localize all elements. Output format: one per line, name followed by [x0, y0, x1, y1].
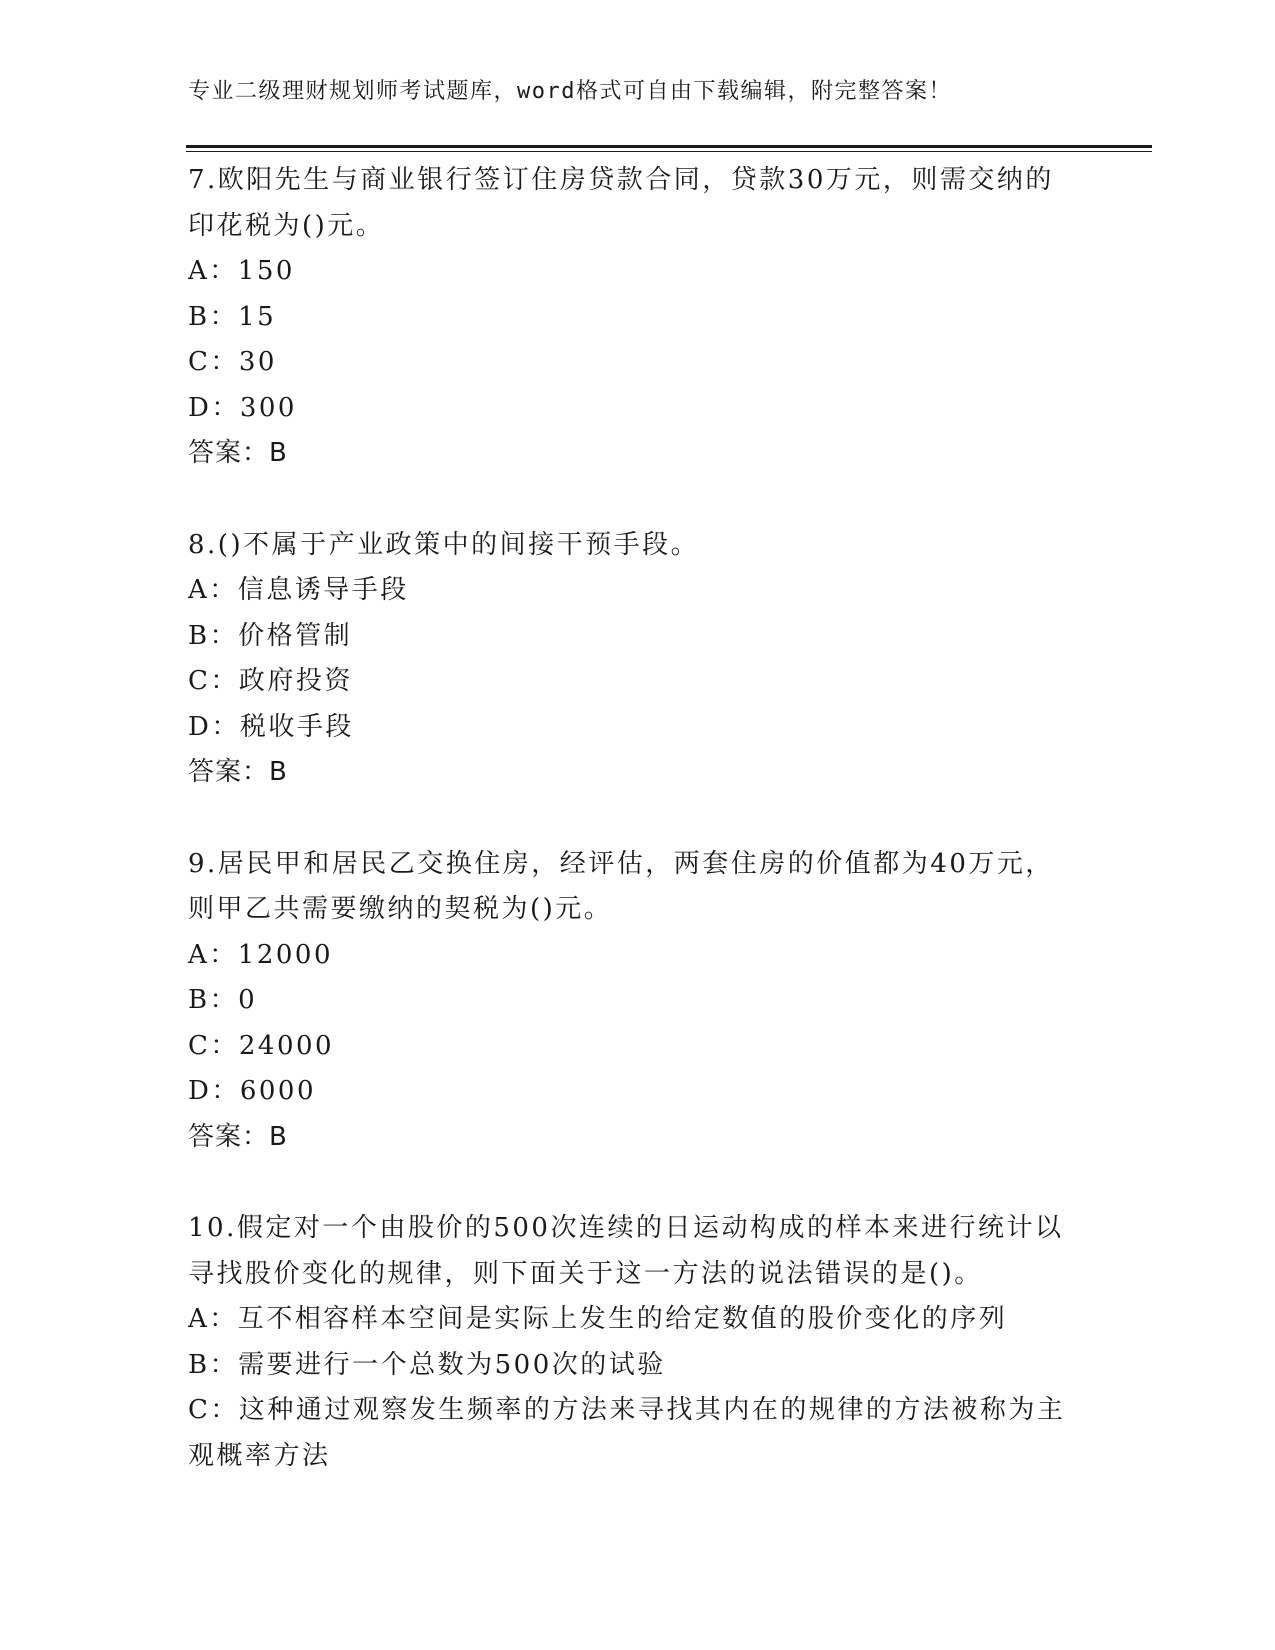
option-c: C：这种通过观察发生频率的方法来寻找其内在的规律的方法被称为主: [188, 1395, 1066, 1425]
option-a: A：12000: [188, 939, 333, 970]
question-7: [188, 158, 1088, 477]
question-stem: 则甲乙共需要缴纳的契税为()元。: [188, 894, 613, 924]
question-stem: 8.()不属于产业政策中的间接干预手段。: [188, 529, 700, 560]
option-b: B：价格管制: [188, 620, 353, 651]
option-c: C：30: [188, 347, 277, 377]
option-b: B：15: [188, 301, 277, 332]
question-stem: 印花税为()元。: [188, 210, 385, 241]
answer: 答案：B: [188, 1121, 288, 1152]
option-b: B：需要进行一个总数为500次的试验: [188, 1349, 666, 1380]
header-divider-thick: [186, 145, 1152, 148]
question-stem: 9.居民甲和居民乙交换住房，经评估，两套住房的价值都为40万元，: [188, 848, 1054, 879]
option-c: C：政府投资: [188, 666, 353, 696]
option-d: D：税收手段: [188, 711, 354, 742]
option-a: A：互不相容样本空间是实际上发生的给定数值的股价变化的序列: [188, 1304, 1008, 1334]
page-header: 专业二级理财规划师考试题库，word格式可自由下载编辑，附完整答案！: [188, 79, 952, 104]
option-b: B：0: [188, 985, 258, 1015]
question-stem: 10.假定对一个由股价的500次连续的日运动构成的样本来进行统计以: [188, 1213, 1064, 1243]
answer: 答案：B: [188, 757, 288, 787]
option-c-continued: 观概率方法: [188, 1440, 331, 1471]
question-stem: 寻找股价变化的规律，则下面关于这一方法的说法错误的是()。: [188, 1258, 983, 1289]
option-a: A：信息诱导手段: [188, 575, 409, 605]
answer: 答案：B: [188, 438, 288, 468]
question-10: [188, 1206, 1088, 1479]
question-8: [188, 523, 1088, 796]
option-d: D：6000: [188, 1076, 317, 1106]
option-c: C：24000: [188, 1030, 335, 1061]
question-9: [188, 842, 1088, 1161]
option-a: A：150: [188, 256, 295, 286]
option-d: D：300: [188, 392, 297, 423]
question-list: [188, 158, 1088, 1525]
header-divider-thin: [186, 151, 1152, 152]
question-stem: 7.欧阳先生与商业银行签订住房贷款合同，贷款30万元，则需交纳的: [188, 165, 1054, 195]
